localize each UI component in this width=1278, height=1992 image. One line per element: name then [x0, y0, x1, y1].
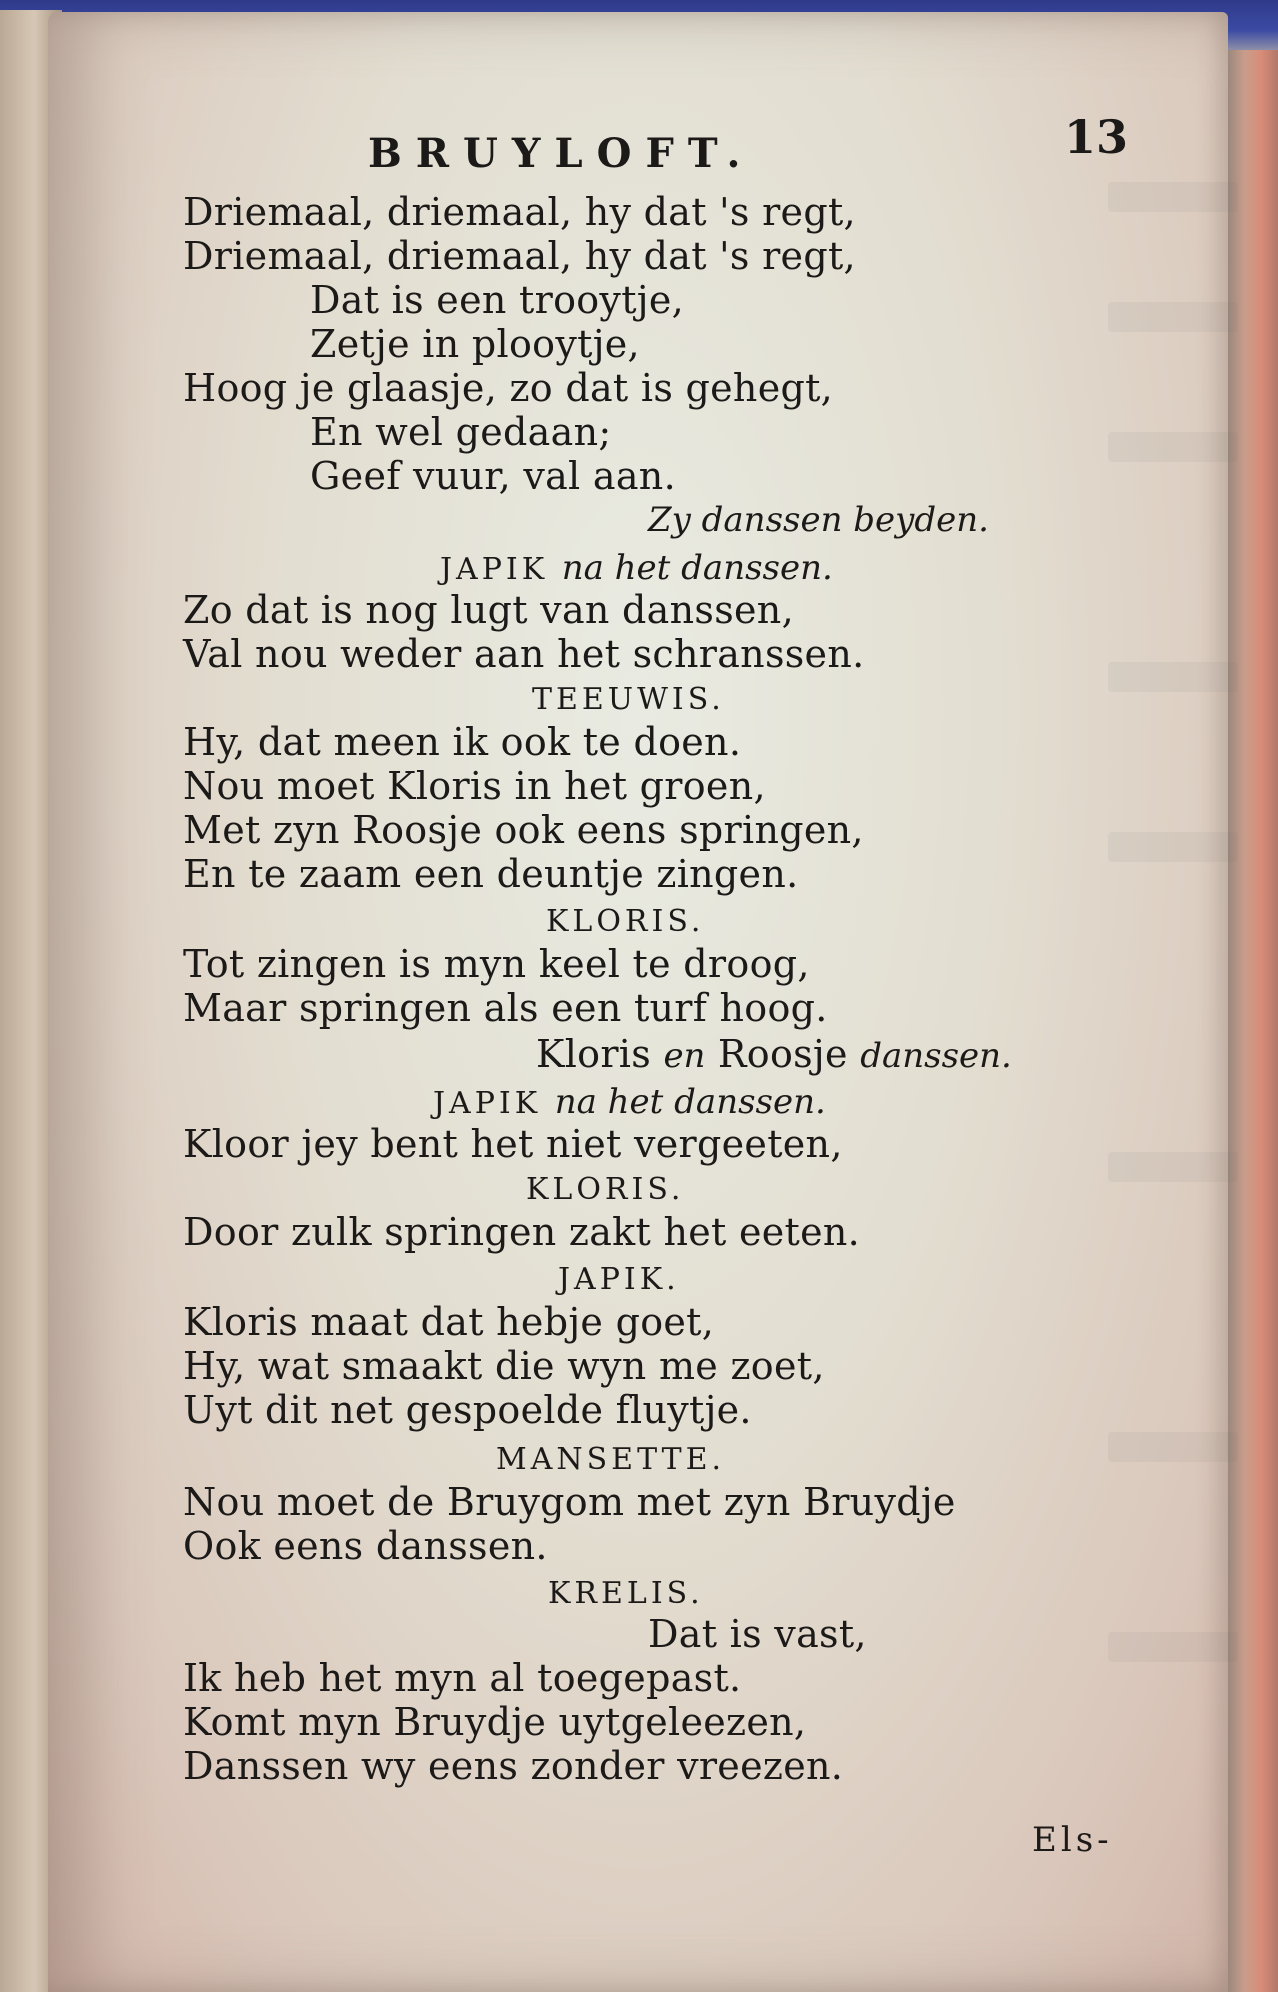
verse-line: Hy, wat smaakt die wyn me zoet, [183, 1344, 825, 1388]
verse-line: Val nou weder aan het schranssen. [183, 632, 865, 676]
verse-line: Met zyn Roosje ook eens springen, [183, 808, 864, 852]
speaker-name: KLORIS. [546, 904, 705, 939]
speaker-name: KRELIS. [548, 1576, 704, 1611]
verse-line: Door zulk springen zakt het eeten. [183, 1210, 861, 1254]
verse-line: Tot zingen is myn keel te droog, [183, 942, 810, 986]
verse-line: Kloor jey bent het niet vergeeten, [183, 1122, 843, 1166]
verse-line: Geef vuur, val aan. [310, 454, 676, 498]
page-text [48, 12, 1228, 1992]
stage-direction: na het danssen. [561, 548, 833, 588]
catchword: Els- [1032, 1820, 1113, 1860]
verse-line: Driemaal, driemaal, hy dat 's regt, [183, 234, 856, 278]
verse-line: Danssen wy eens zonder vreezen. [183, 1744, 844, 1788]
verse-line: Nou moet Kloris in het groen, [183, 764, 766, 808]
verse-line: Hoog je glaasje, zo dat is gehegt, [183, 366, 834, 410]
stage-direction: Zy danssen beyden. [648, 500, 989, 540]
verse-line: Maar springen als een turf hoog. [183, 986, 828, 1030]
verse-line: En te zaam een deuntje zingen. [183, 852, 799, 896]
speaker-name: TEEUWIS. [532, 682, 725, 717]
verse-line: Ik heb het myn al toegepast. [183, 1656, 742, 1700]
verse-line: Kloris maat dat hebje goet, [183, 1300, 715, 1344]
stage-direction: en [663, 1036, 706, 1076]
stage-direction-line: Kloris en Roosje danssen. [536, 1032, 1012, 1076]
verse-line: Hy, dat meen ik ook te doen. [183, 720, 742, 764]
stage-direction: danssen. [860, 1036, 1012, 1076]
speaker-name: KLORIS. [526, 1172, 685, 1207]
verse-line: Dat is een trooytje, [310, 278, 685, 322]
verse-line: Nou moet de Bruygom met zyn Bruydje [183, 1480, 956, 1524]
verse-line: Ook eens danssen. [183, 1524, 548, 1568]
verse-line: Zetje in plooytje, [310, 322, 640, 366]
verse-line: Driemaal, driemaal, hy dat 's regt, [183, 190, 856, 234]
speaker-name: JAPIK. [558, 1262, 680, 1297]
verse-line: Komt myn Bruydje uytgeleezen, [183, 1700, 807, 1744]
verse-line: En wel gedaan; [310, 410, 612, 454]
book-page [48, 12, 1228, 1992]
stage-direction: na het danssen. [554, 1082, 826, 1122]
running-head: BRUYLOFT. [368, 130, 755, 177]
verse-line: Zo dat is nog lugt van danssen, [183, 588, 794, 632]
speaker-name: JAPIK na het danssen. [433, 1082, 826, 1122]
verse-line: Dat is vast, [648, 1612, 867, 1656]
speaker-name: MANSETTE. [496, 1442, 726, 1477]
verse-line: Uyt dit net gespoelde fluytje. [183, 1388, 752, 1432]
speaker-name: JAPIK na het danssen. [440, 548, 833, 588]
book-fore-edge [1222, 50, 1278, 1992]
page-number: 13 [1064, 110, 1129, 164]
